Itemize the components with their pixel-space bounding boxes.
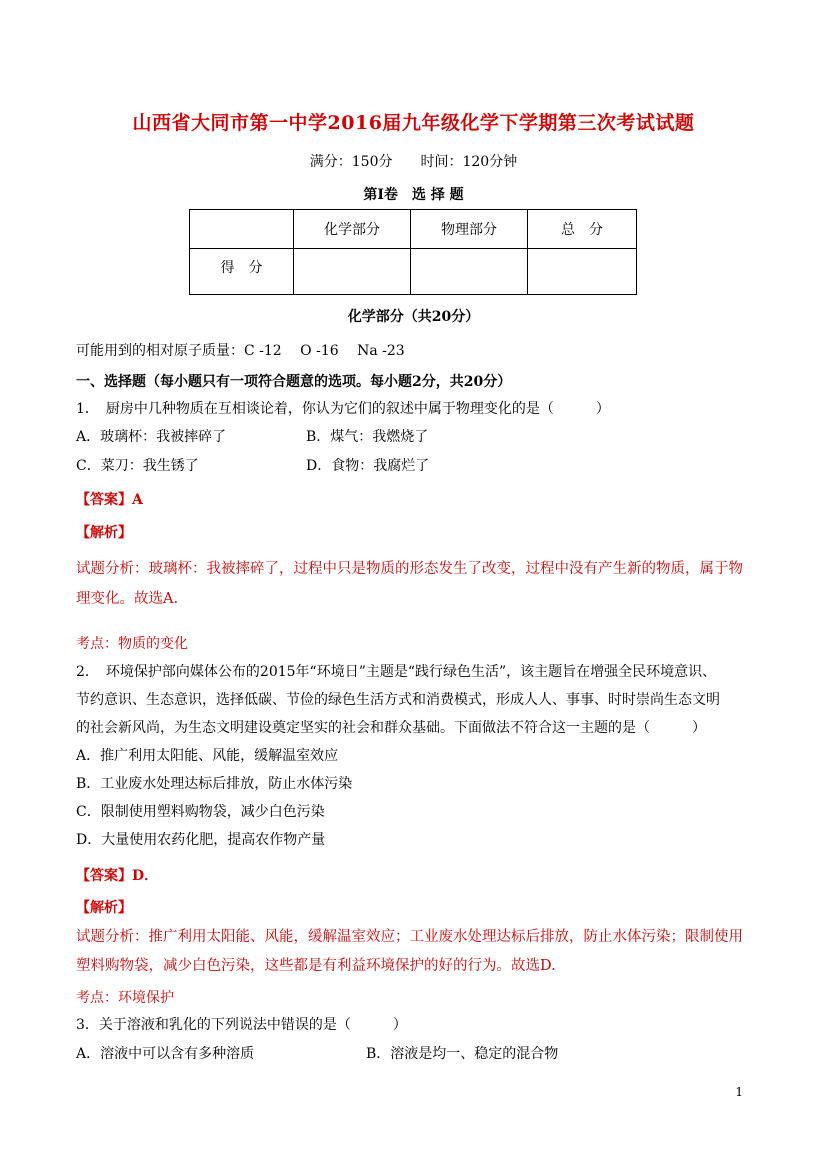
q1-analysis-line-2: 理变化。故选A. — [76, 591, 179, 607]
score-table — [189, 209, 637, 295]
score-header-physics: 物理部分 — [411, 210, 528, 249]
score-header-blank — [190, 210, 294, 249]
q1-option-d: D．食物：我腐烂了 — [306, 458, 430, 474]
score-cell-physics[interactable] — [411, 249, 528, 295]
q2-answer: 【答案】D． — [76, 868, 159, 884]
q1-option-c: C．菜刀：我生锈了 — [76, 458, 199, 474]
q2-stem-line-2: 节约意识、生态意识，选择低碳、节俭的绿色生活方式和消费模式，形成人人、事事、时时崇尚生态文明 — [76, 692, 720, 708]
page-number: 1 — [735, 1085, 743, 1099]
score-header-chemistry: 化学部分 — [294, 210, 411, 249]
q2-analysis-line-1: 试题分析：推广利用太阳能、风能，缓解温室效应；工业废水处理达标后排放，防止水体污染；限制使用 — [76, 929, 743, 945]
score-cell-chemistry[interactable] — [294, 249, 411, 295]
q2-option-d: D．大量使用农药化肥，提高农作物产量 — [76, 832, 326, 848]
exam-meta: 满分：150分 时间：120分钟 — [309, 154, 518, 170]
q2-stem-line-3: 的社会新风尚，为生态文明建设奠定坚实的社会和群众基础。下面做法不符合这一主题的是（ ） — [76, 720, 706, 736]
score-header-total: 总 分 — [528, 210, 637, 249]
atomic-mass-note: 可能用到的相对原子质量：C -12 O -16 Na -23 — [76, 343, 405, 359]
page-title: 山西省大同市第一中学2016届九年级化学下学期第三次考试试题 — [132, 112, 695, 134]
q2-option-b: B．工业废水处理达标后排放，防止水体污染 — [76, 776, 353, 792]
q3-option-b: B．溶液是均一、稳定的混合物 — [366, 1046, 559, 1062]
q2-knowledge-point: 考点：环境保护 — [76, 990, 174, 1006]
chemistry-section-title: 化学部分（共20分） — [347, 309, 480, 325]
q1-option-b: B．煤气：我燃烧了 — [306, 429, 429, 445]
q2-stem-line-1: 2． 环境保护部向媒体公布的2015年“环境日”主题是“践行绿色生活”，该主题旨在增强全民环境意识、 — [76, 664, 717, 680]
q1-analysis-line-1: 试题分析：玻璃杯：我被摔碎了，过程中只是物质的形态发生了改变，过程中没有产生新的物质，属于物 — [76, 561, 743, 577]
q1-stem: 1． 厨房中几种物质在互相谈论着，你认为它们的叙述中属于物理变化的是（ ） — [76, 401, 610, 417]
q3-option-a: A．溶液中可以含有多种溶质 — [76, 1046, 255, 1062]
score-cell-total[interactable] — [528, 249, 637, 295]
q1-option-a: A．玻璃杯：我被摔碎了 — [76, 429, 227, 445]
q2-analysis-line-2: 塑料购物袋，减少白色污染，这些都是有利益环境保护的好的行为。故选D. — [76, 958, 556, 974]
q1-analysis-label: 【解析】 — [76, 525, 132, 541]
q2-option-c: C．限制使用塑料购物袋，减少白色污染 — [76, 804, 325, 820]
score-row-label: 得 分 — [190, 249, 294, 295]
q3-stem: 3．关于溶液和乳化的下列说法中错误的是（ ） — [76, 1017, 407, 1033]
q2-option-a: A．推广利用太阳能、风能，缓解温室效应 — [76, 748, 339, 764]
q1-knowledge-point: 考点：物质的变化 — [76, 636, 188, 652]
q1-answer: 【答案】A — [76, 492, 143, 508]
volume-heading: 第Ⅰ卷 选 择 题 — [363, 187, 464, 203]
q2-analysis-label: 【解析】 — [76, 900, 132, 916]
part-one-heading: 一、选择题（每小题只有一项符合题意的选项。每小题2分，共20分） — [76, 374, 512, 390]
